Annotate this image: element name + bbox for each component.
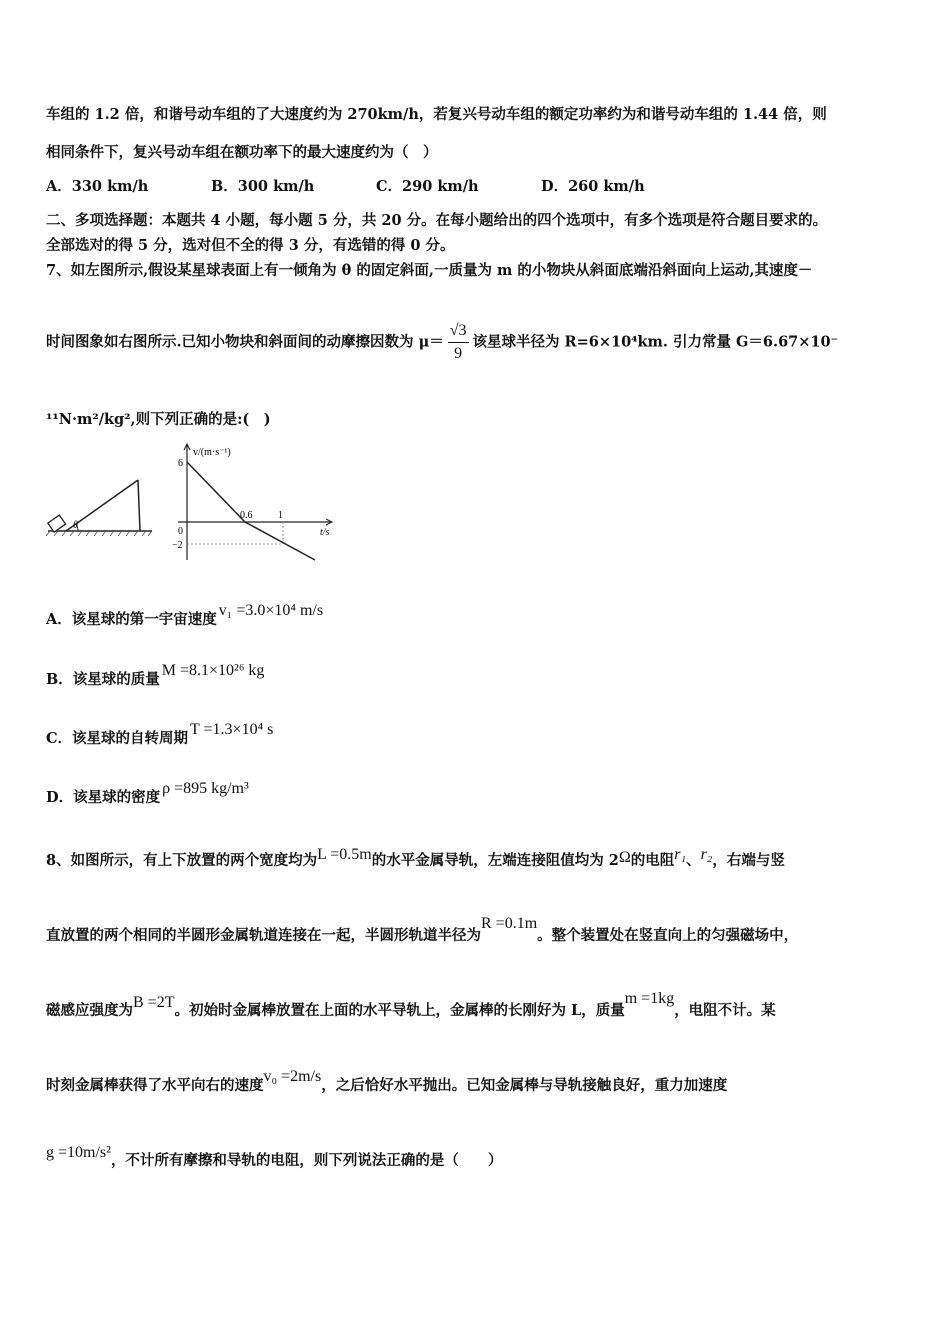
q7-option-a-label: A．该星球的第一宇宙速度: [46, 611, 217, 628]
q8-l4-m1: v₀ =2m/s: [263, 1068, 322, 1085]
mu-numerator: √3: [448, 322, 469, 343]
mu-denominator: 9: [454, 345, 463, 362]
q8-l1-m3: r₁: [674, 846, 687, 863]
q7-option-a-expr: v₁ =3.0×10⁴ m/s: [218, 602, 324, 619]
q8-line2: [46, 915, 799, 945]
vt-graph: [172, 444, 332, 560]
q6-option-b: B．300 km/h: [211, 178, 315, 195]
q6-options: [46, 175, 645, 196]
q7-option-d-label: D．该星球的密度: [46, 789, 161, 806]
q6-option-d: D．260 km/h: [541, 178, 645, 195]
q8-l3-b: 。初始时金属棒放置在上面的水平导轨上，金属棒的长刚好为 L，质量: [174, 1002, 625, 1019]
q8-l5-m1: g =10m/s²: [46, 1144, 111, 1161]
x-tick-0-6: 0.6: [240, 510, 253, 521]
q7-line2-pre: 时间图象如右图所示.已知小物块和斜面间的动摩擦因数为 μ＝: [46, 333, 444, 351]
x-axis-label: t/s: [320, 527, 330, 538]
q8-l3-a: 磁感应强度为: [46, 1002, 133, 1019]
q7-line2: [46, 322, 838, 363]
q8-line5: [46, 1144, 503, 1170]
q6-line2: 相同条件下，复兴号动车组在额功率下的最大速度约为（ ）: [46, 144, 438, 161]
q7-option-b-expr: M =8.1×10²⁶ kg: [161, 662, 265, 679]
block: [48, 515, 66, 532]
q6-option-a: A．330 km/h: [46, 178, 149, 195]
q6-option-c: C．290 km/h: [376, 178, 479, 195]
q8-line3: [46, 990, 776, 1020]
q7-option-b: [46, 662, 265, 689]
q8-l1-m1: L =0.5m: [317, 846, 372, 863]
q8-l3-c: ，电阻不计。某: [674, 1002, 776, 1019]
q8-line1: [46, 846, 785, 870]
q8-l1-e: ，右端与竖: [712, 852, 785, 869]
q8-l2-a: 直放置的两个相同的半圆形金属轨道连接在一起，半圆形轨道半径为: [46, 927, 481, 944]
section2-line1: 二、多项选择题：本题共 4 小题，每小题 5 分，共 20 分。在每小题给出的四个选项中，有多个选项是符合题目要求的。: [46, 212, 828, 229]
q7-option-d-expr: ρ =895 kg/m³: [162, 780, 249, 797]
q7-option-d: [46, 780, 249, 807]
q7-figure: [40, 440, 350, 570]
q7-option-c: [46, 721, 274, 748]
q7-option-c-label: C．该星球的自转周期: [46, 730, 189, 747]
q8-l3-m1: B =2T: [133, 994, 175, 1011]
y-tick-6: 6: [178, 458, 183, 469]
y-tick-neg2: −2: [172, 540, 183, 551]
q8-l4-a: 时刻金属棒获得了水平向右的速度: [46, 1077, 264, 1094]
q8-l1-a: 8、如图所示，有上下放置的两个宽度均为: [46, 852, 318, 869]
q8-l1-m2: Ω: [618, 849, 631, 866]
q8-line4: [46, 1068, 728, 1095]
q8-l3-m2: m =1kg: [624, 990, 675, 1007]
incline-diagram: [46, 480, 152, 536]
q8-l1-m4: r₂: [700, 846, 713, 863]
q7-option-c-expr: T =1.3×10⁴ s: [190, 721, 274, 738]
q8-l5-a: ，不计所有摩擦和导轨的电阻，则下列说法正确的是（ ）: [110, 1152, 503, 1169]
q6-line1: 车组的 1.2 倍，和谐号动车组的了大速度约为 270km/h，若复兴号动车组的额定功率约为和谐号动车组的 1.44 倍，则: [46, 106, 827, 123]
q8-l1-b: 的水平金属导轨，左端连接阻值均为 2: [371, 852, 619, 869]
y-axis-label: v/(m·s⁻¹): [193, 447, 231, 458]
mu-fraction: [448, 322, 469, 363]
theta-label: θ: [73, 520, 78, 531]
q8-l2-b: 。整个装置处在竖直向上的匀强磁场中，: [537, 927, 799, 944]
x-tick-1: 1: [278, 510, 283, 521]
q7-line3: ¹¹N·m²/kg²,则下列正确的是:( ): [46, 411, 271, 428]
q7-line2-post: 该星球半径为 R=6×10⁴km. 引力常量 G＝6.67×10⁻: [472, 333, 839, 351]
q7-option-b-label: B．该星球的质量: [46, 671, 160, 688]
q8-l1-d: 、: [686, 852, 701, 869]
q7-option-a: [46, 602, 324, 629]
q8-l1-c: 的电阻: [630, 852, 675, 869]
origin-label: 0: [178, 526, 183, 537]
q8-l4-b: ，之后恰好水平抛出。已知金属棒与导轨接触良好，重力加速度: [321, 1077, 728, 1094]
section2-line2: 全部选对的得 5 分，选对但不全的得 3 分，有选错的得 0 分。: [46, 237, 455, 254]
q8-l2-m1: R =0.1m: [481, 915, 538, 932]
q7-line1: 7、如左图所示,假设某星球表面上有一倾角为 θ 的固定斜面,一质量为 m 的小物块从斜面底端沿斜面向上运动,其速度－: [46, 262, 813, 279]
